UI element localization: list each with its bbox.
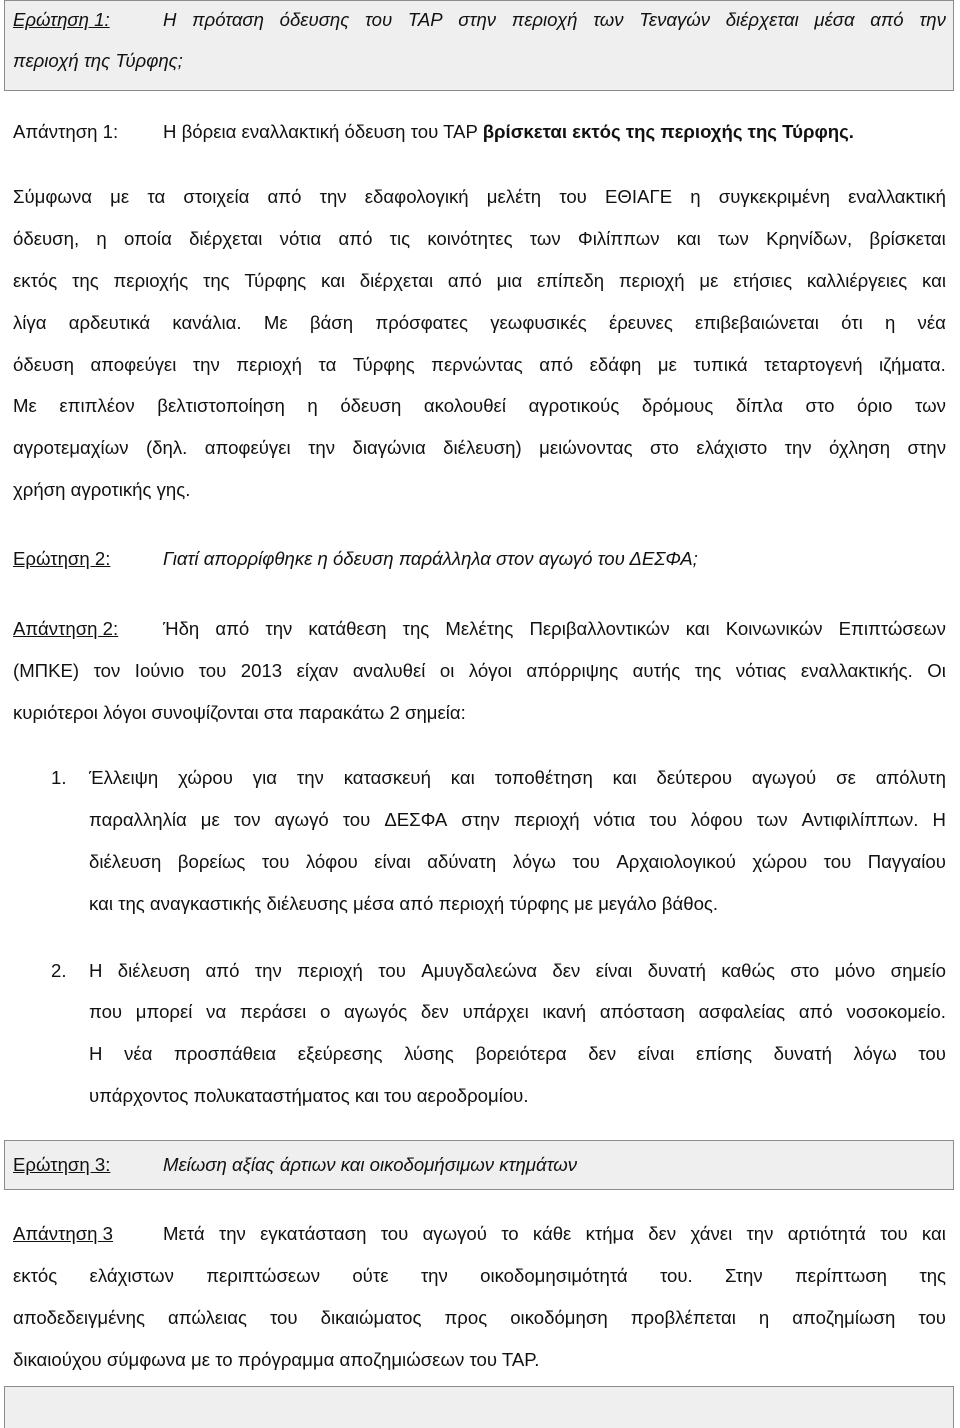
answer-3-label: Απάντηση 3 <box>13 1223 114 1244</box>
answer-1-paragraph-line: όδευση, η οποία διέρχεται νότια από τις κοινότητες των Φιλίππων και των Κρηνίδων, βρίσκεται <box>13 228 946 249</box>
answer-1-paragraph-line: Σύμφωνα με τα στοιχεία από την εδαφολογική μελέτη του ΕΘΙΑΓΕ η συγκεκριμένη εναλλακτική <box>13 186 946 207</box>
answer-3-line-2: εκτός ελάχιστων περιπτώσεων ούτε την οικοδομησιμότητά του. Στην περίπτωση της <box>13 1265 946 1286</box>
answer-2-line-1: Ήδη από την κατάθεση της Μελέτης Περιβαλλοντικών και Κοινωνικών Επιπτώσεων <box>163 618 946 639</box>
answer-2-label: Απάντηση 2: <box>13 618 119 639</box>
question-3-text: Μείωση αξίας άρτιων και οικοδομήσιμων κτημάτων <box>163 1154 578 1175</box>
question-2-label: Ερώτηση 2: <box>13 548 111 569</box>
list-item-line: που μπορεί να περάσει ο αγωγός δεν υπάρχει ικανή απόσταση ασφαλείας από νοσοκομείο. <box>89 1001 946 1022</box>
list-item-line: Έλλειψη χώρου για την κατασκευή και τοποθέτηση και δεύτερου αγωγού σε απόλυτη <box>89 767 946 788</box>
list-item-line: και της αναγκαστικής διέλευσης μέσα από περιοχή τύρφης με μεγάλο βάθος. <box>89 893 719 914</box>
answer-2-line-2: (ΜΠΚΕ) τον Ιούνιο του 2013 είχαν αναλυθεί οι λόγοι απόρριψης αυτής της νότιας εναλλακτικής. Οι <box>13 660 946 681</box>
question-1-label: Ερώτηση 1: <box>13 9 110 30</box>
answer-1-paragraph-line: λίγα αρδευτικά κανάλια. Με βάση πρόσφατες γεωφυσικές έρευνες επιβεβαιώνεται ότι η νέα <box>13 312 946 333</box>
answer-1-paragraph-line: χρήση αγροτικής γης. <box>13 479 191 500</box>
list-item-line: Η νέα προσπάθεια εξεύρεσης λύσης βορειότερα δεν είναι επίσης δυνατή λόγω του <box>89 1043 946 1064</box>
answer-1-paragraph-line: όδευση αποφεύγει την περιοχή τα Τύρφης περνώντας από εδάφη με τυπικά τεταρτογενή ιζήματα. <box>13 354 946 375</box>
list-item-line: Η διέλευση από την περιοχή του Αμυγδαλεώνα δεν είναι δυνατή καθώς στο μόνο σημείο <box>89 960 946 981</box>
answer-1-lead <box>163 121 854 143</box>
list-item-line: υπάρχοντος πολυκαταστήματος και του αεροδρομίου. <box>89 1085 529 1106</box>
answer-3-line-3: αποδεδειγμένης απώλειας του δικαιώματος προς οικοδόμηση προβλέπεται η αποζημίωση του <box>13 1307 946 1328</box>
answer-1-label: Απάντηση 1: <box>13 121 119 142</box>
answer-1-lead-normal: Η βόρεια εναλλακτική όδευση του ΤΑΡ <box>163 121 483 142</box>
answer-1-paragraph-line: αγροτεμαχίων (δηλ. αποφεύγει την διαγώνια διέλευση) μειώνοντας στο ελάχιστο την όχληση στην <box>13 437 946 458</box>
answer-1-paragraph-line: Με επιπλέον βελτιστοποίηση η όδευση ακολουθεί αγροτικούς δρόμους δίπλα στο όριο των <box>13 395 946 416</box>
question-2-text: Γιατί απορρίφθηκε η όδευση παράλληλα στον αγωγό του ΔΕΣΦΑ; <box>163 548 698 569</box>
answer-3-line-4: δικαιούχου σύμφωνα με το πρόγραμμα αποζημιώσεων του ΤΑΡ. <box>13 1349 540 1370</box>
question-1-text-line-1: Η πρόταση όδευσης του ΤΑΡ στην περιοχή των Τεναγών διέρχεται μέσα από την <box>163 9 946 30</box>
question-3-label: Ερώτηση 3: <box>13 1154 111 1175</box>
list-item-number: 2. <box>51 960 67 981</box>
answer-3-line-1: Μετά την εγκατάσταση του αγωγού το κάθε κτήμα δεν χάνει την αρτιότητά του και <box>163 1223 946 1244</box>
list-item-line: διέλευση βορείως του λόφου είναι αδύνατη λόγω του Αρχαιολογικού χώρου του Παγγαίου <box>89 851 946 872</box>
answer-2-line-3: κυριότεροι λόγοι συνοψίζονται στα παρακάτω 2 σημεία: <box>13 702 466 723</box>
question-1-text-line-2: περιοχή της Τύρφης; <box>13 50 183 71</box>
next-question-box <box>4 1386 954 1428</box>
list-item-line: παραλληλία με τον αγωγό του ΔΕΣΦΑ στην περιοχή νότια του λόφου των Αντιφιλίππων. Η <box>89 809 946 830</box>
answer-1-paragraph-line: εκτός της περιοχής της Τύρφης και διέρχεται από μια επίπεδη περιοχή με ετήσιες καλλιέργειες και <box>13 270 946 291</box>
list-item-number: 1. <box>51 767 67 788</box>
answer-1-lead-bold: βρίσκεται εκτός της περιοχής της Τύρφης. <box>482 121 854 142</box>
